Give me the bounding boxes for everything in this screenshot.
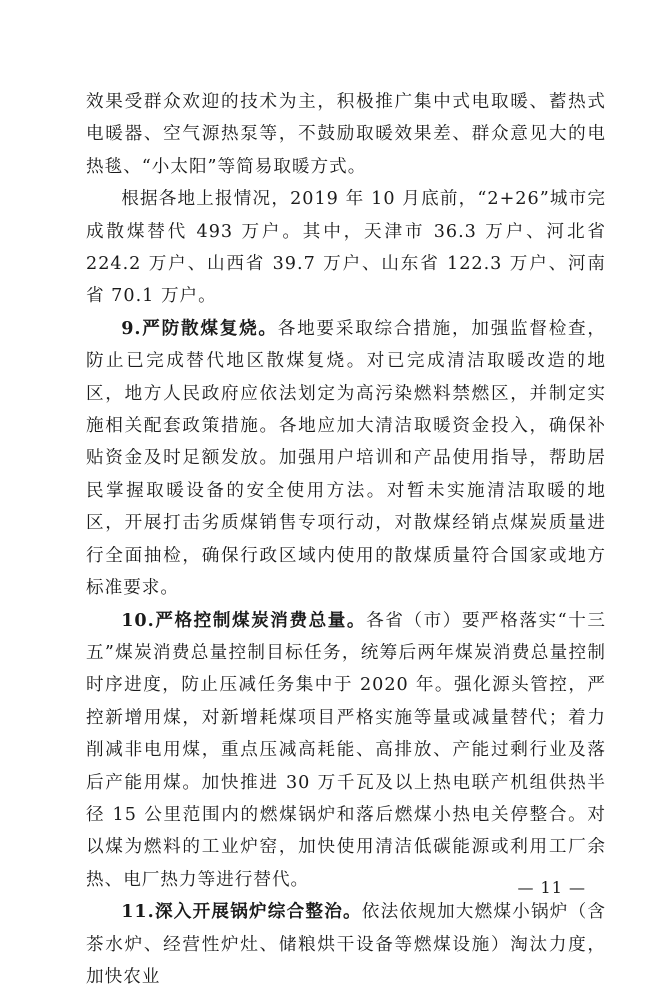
- paragraph-heating-methods: [86, 86, 606, 183]
- paragraph-text: 各地要采取综合措施，加强监督检查，防止已完成替代地区散煤复烧。对已完成清洁取暖改造的地区，地方人民政府应依法划定为高污染燃料禁燃区，并制定实施相关配套政策措施。各地应加大清洁取暖资金投入，确保补贴资金及时足额发放。加强用户培训和产品使用指导，帮助居民掌握取暖设备的安全使用方法。对暂未实施清洁取暖的地区，开展打击劣质煤销售专项行动，对散煤经销点煤炭质量进行全面抽检，确保行政区域内使用的散煤质量符合国家或地方标准要求。: [86, 318, 606, 599]
- paragraph-text: 根据各地上报情况，2019 年 10 月底前，“2+26”城市完成散煤替代 493 万户。其中，天津市 36.3 万户、河北省 224.2 万户、山西省 39.7 万户、山东省 122.3 万户、河南省 70.1 万户。: [86, 189, 606, 307]
- section-9: [86, 313, 606, 605]
- document-body: [86, 86, 606, 993]
- paragraph-coal-replacement-stats: [86, 183, 606, 313]
- paragraph-text: 依法依规加大燃煤小锅炉（含茶水炉、经营性炉灶、储粮烘干设备等燃煤设施）淘汰力度，加快农业: [86, 902, 606, 987]
- section-heading: 9.严防散煤复烧。: [121, 317, 278, 339]
- paragraph-text: 各省（市）要严格落实“十三五”煤炭消费总量控制目标任务，统筹后两年煤炭消费总量控制时序进度，防止压减任务集中于 2020 年。强化源头管控，严控新增用煤，对新增耗煤项目严格实施等量或减量替代；着力削减非电用煤，重点压减高耗能、高排放、产能过剩行业及落后产能用煤。加快推进 30 万千瓦及以上热电联产机组供热半径 15 公里范围内的燃煤锅炉和落后燃煤小热电关停整合。对以煤为燃料的工业炉窑，加快使用清洁低碳能源或利用工厂余热、电厂热力等进行替代。: [86, 610, 606, 890]
- section-10: [86, 605, 606, 897]
- paragraph-text: 效果受群众欢迎的技术为主，积极推广集中式电取暖、蓄热式电暖器、空气源热泵等，不鼓励取暖效果差、群众意见大的电热毯、“小太阳”等简易取暖方式。: [86, 92, 606, 177]
- section-heading: 11.深入开展锅炉综合整治。: [121, 901, 362, 923]
- section-heading: 10.严格控制煤炭消费总量。: [121, 609, 367, 631]
- section-11: [86, 896, 606, 993]
- page-number: — 11 —: [517, 878, 586, 897]
